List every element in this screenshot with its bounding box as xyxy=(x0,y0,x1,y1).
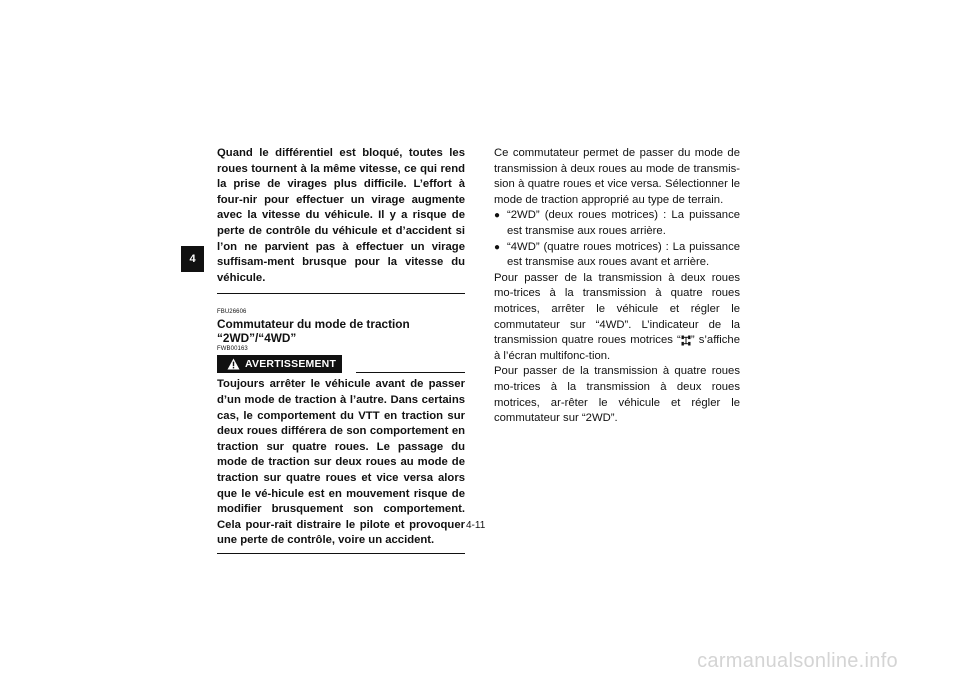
bullet-dot-icon: ● xyxy=(494,210,501,222)
section-title-line-1: Commutateur du mode de traction xyxy=(217,317,410,332)
chapter-tab: 4 xyxy=(181,246,204,272)
divider xyxy=(217,553,465,554)
to-4wd-text-after: ” s’affiche à l’écran multifonc-tion. xyxy=(494,334,740,362)
warning-label: AVERTISSEMENT xyxy=(245,357,337,370)
list-item xyxy=(494,240,740,271)
four-wheel-drive-indicator-icon xyxy=(681,335,691,346)
list-item xyxy=(494,208,740,239)
warning-badge xyxy=(217,355,342,373)
to-2wd-paragraph: Pour passer de la transmission à quatre roues mo-trices à la transmission à deux roues motrices, ar-rêter le véhicule et régler le commutateur sur “2WD”. xyxy=(494,365,740,425)
right-column xyxy=(494,146,740,427)
warning-text: Toujours arrêter le véhicule avant de passer d’un mode de traction à l’autre. Dans certains cas, le comportement du VTT en traction sur deux roues différera de son comportement en traction sur quatre roues. Le passage du mode de traction sur deux roues au mode de traction sur quatre roues et vice versa alors que le vé-hicule est en mouvement risque de modifier brusquement son comportement. Cela pour-rait distraire le pilote et provoquer une perte de contrôle, voire un accident. xyxy=(217,378,465,547)
warning-triangle-icon xyxy=(227,358,240,370)
to-4wd-paragraph xyxy=(494,271,740,365)
page-number: 4-11 xyxy=(466,520,486,531)
warning-code: FWB00163 xyxy=(217,346,248,353)
section-title xyxy=(217,317,465,345)
warning-header-line xyxy=(356,372,465,373)
watermark: carmanualsonline.info xyxy=(697,650,898,672)
left-column xyxy=(217,146,465,554)
warning-header xyxy=(217,355,465,373)
to-4wd-text-before: Pour passer de la transmission à deux roues mo-trices à la transmission à quatre roues motrices, arrêter le véhicule et régler le commutateur sur “4WD”. L’indicateur de la transmission quatre roues motrices “ xyxy=(494,271,740,347)
bullet-dot-icon: ● xyxy=(494,241,501,253)
switch-intro-paragraph: Ce commutateur permet de passer du mode de transmission à deux roues au mode de transmis-sion à quatre roues et vice versa. Sélectionner le mode de traction approprié au type de terrain. xyxy=(494,147,740,206)
list-item-text: “4WD” (quatre roues motrices) : La puissance est transmise aux roues avant et arrière. xyxy=(507,240,740,269)
list-item-text: “2WD” (deux roues motrices) : La puissance est transmise aux roues arrière. xyxy=(507,209,740,237)
differential-lock-paragraph: Quand le différentiel est bloqué, toutes les roues tournent à la même vitesse, ce qui rend la prise de virages plus difficile. L’effort à four-nir pour effectuer un virage augmente avec la vitesse du véhicule. Il y a risque de perte de contrôle du véhicule et d’accident si l’on ne parvient pas à effectuer un virage suffisam-ment brusque pour la vitesse du véhicule. xyxy=(217,147,465,284)
section-title-line-2: “2WD”/“4WD” xyxy=(217,331,297,346)
divider xyxy=(217,293,465,294)
section-code: FBU26606 xyxy=(217,309,247,316)
